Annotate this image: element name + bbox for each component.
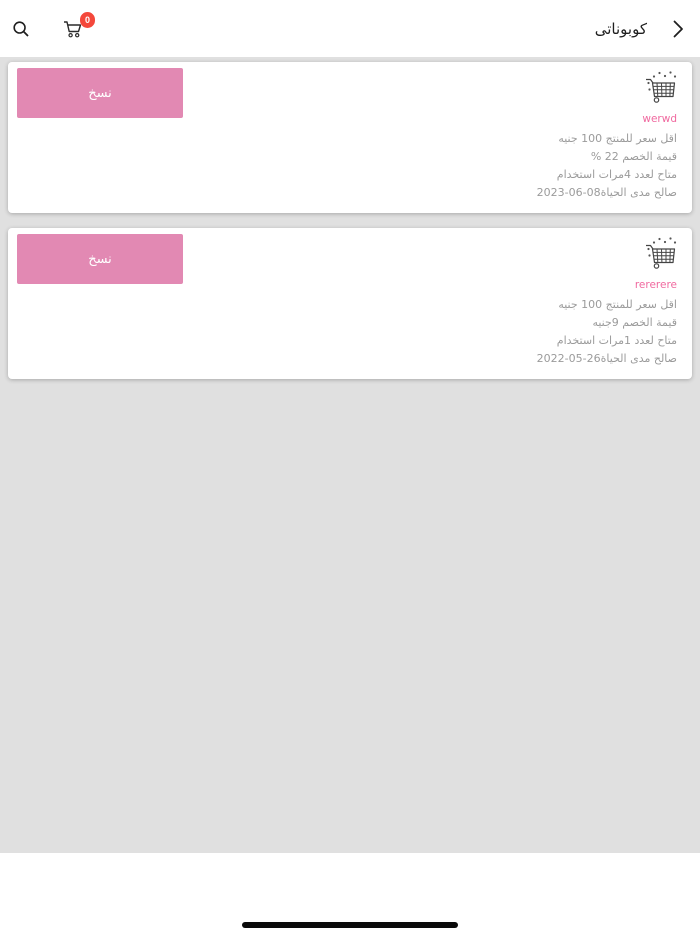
back-button[interactable] [669, 16, 688, 42]
copy-button[interactable]: نسخ [17, 234, 183, 284]
loaded-cart-icon [639, 236, 677, 270]
coupon-validity: صالح مدى الحياة08-06-2023 [536, 186, 677, 199]
coupon-code: rererere [634, 279, 677, 291]
cart-badge: 0 [80, 12, 95, 28]
coupon-code: werwd [642, 113, 677, 125]
home-indicator-bar[interactable] [242, 922, 458, 928]
copy-button[interactable]: نسخ [17, 68, 183, 118]
coupon-min-price: اقل سعر للمنتج 100 جنيه [558, 132, 677, 145]
coupon-discount-value: قيمة الخصم 9جنيه [592, 316, 677, 329]
coupon-list [0, 57, 700, 853]
coupon-usage-limit: متاح لعدد 4مرات استخدام [556, 168, 677, 181]
chevron-right-back-icon [673, 20, 684, 38]
search-icon [12, 20, 30, 38]
loaded-cart-icon [639, 70, 677, 104]
coupon-validity: صالح مدى الحياة26-05-2022 [536, 352, 677, 365]
coupon-card [8, 228, 692, 379]
appbar [0, 0, 700, 57]
coupon-card [8, 62, 692, 213]
coupon-min-price: اقل سعر للمنتج 100 جنيه [558, 298, 677, 311]
page-title: كوبوناتى [594, 19, 647, 38]
search-button[interactable] [8, 16, 34, 42]
cart-button[interactable] [58, 14, 88, 44]
coupon-discount-value: قيمة الخصم 22 % [590, 150, 677, 163]
coupon-usage-limit: متاح لعدد 1مرات استخدام [556, 334, 677, 347]
bottom-area [0, 853, 700, 934]
